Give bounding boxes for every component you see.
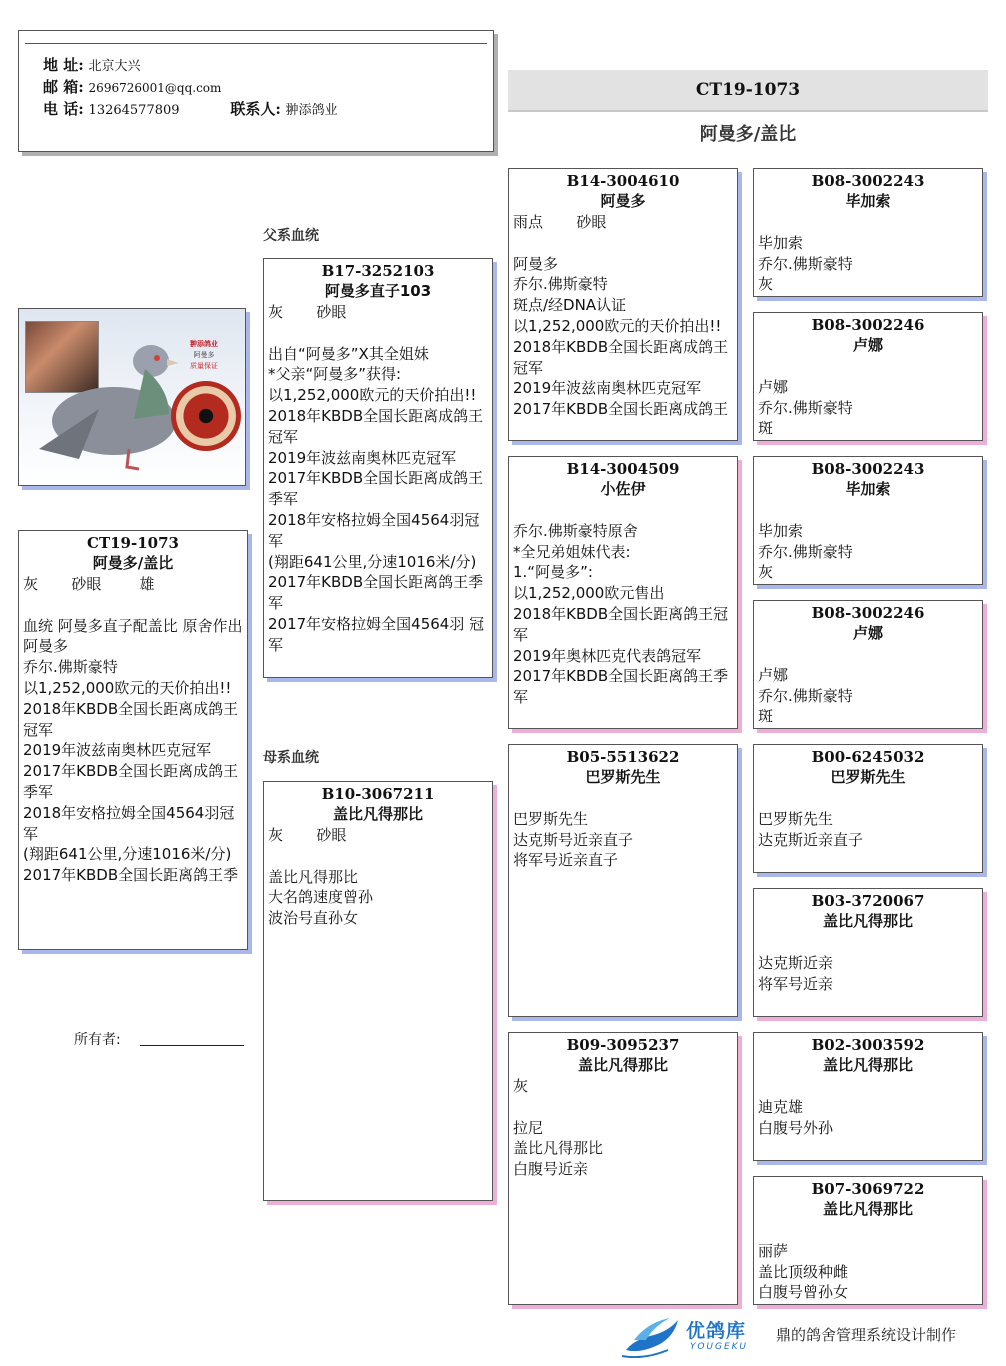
great-grandparent-card-8 [753, 1176, 983, 1305]
photo-sign-2: 阿曼多 [193, 351, 215, 359]
sire-attrs: 灰 砂眼 [268, 303, 347, 321]
ggp3-attrs [754, 500, 982, 521]
gp1-ring: B14-3004610 [566, 172, 680, 190]
phone-label: 电 话: [43, 100, 84, 118]
dam-name: 盖比凡得那比 [332, 805, 423, 823]
gp3-name: 巴罗斯先生 [585, 768, 661, 786]
dam-attrs: 灰 砂眼 [268, 826, 347, 844]
header-band [508, 70, 988, 110]
ggp8-notes: 丽萨 盖比顶级种雌 白腹号曾孙女 [758, 1241, 849, 1302]
ggp7-name: 盖比凡得那比 [822, 1056, 913, 1074]
sire-ring: B17-3252103 [321, 262, 435, 280]
photo-sign-3: 质量保证 [190, 362, 218, 370]
ggp6-notes: 达克斯近亲 将军号近亲 [758, 953, 834, 993]
ggp6-attrs [754, 932, 982, 953]
sire-card [263, 258, 493, 678]
grandparent-card-4 [508, 1032, 738, 1305]
ggp1-name: 毕加索 [845, 192, 891, 210]
header-name: 阿曼多/盖比 [699, 124, 797, 145]
ggp2-attrs [754, 356, 982, 377]
gp2-notes: 乔尔.佛斯豪特原舍 *全兄弟姐妹代表: 1.“阿曼多”: 以1,252,000欧元售出 2018年KBDB全国长距离鸽王冠军 2019年奥林匹克代表鸽冠军 2017年KBDB全国长距离鸽王季军 [513, 521, 729, 707]
ggp5-ring: B00-6245032 [811, 748, 925, 766]
great-grandparent-card-6 [753, 888, 983, 1017]
ggp7-notes: 迪克雄 白腹号外孙 [758, 1097, 834, 1137]
gp1-name: 阿曼多 [600, 192, 646, 210]
sire-line-label: 父系血统 [263, 228, 319, 244]
eye-closeup [171, 381, 241, 451]
gp2-ring: B14-3004509 [566, 460, 680, 478]
ggp5-name: 巴罗斯先生 [830, 768, 906, 786]
gp4-name: 盖比凡得那比 [577, 1056, 668, 1074]
ggp2-name: 卢娜 [852, 336, 883, 354]
contact-name: 翀添鸽业 [285, 103, 338, 118]
grandparent-card-1 [508, 168, 738, 441]
gp1-notes: 阿曼多 乔尔.佛斯豪特 斑点/经DNA认证 以1,252,000欧元的天价拍出!! 2018年KBDB全国长距离成鸽王冠军 2019年波兹南奥林匹克冠军 2017年KBDB全国长距离成鸽王 [513, 254, 729, 419]
subject-attrs: 灰 砂眼 雄 [23, 575, 155, 593]
gp4-attrs: 灰 [513, 1077, 529, 1095]
ggp7-attrs [754, 1076, 982, 1097]
brand-en: YOUGEKU [690, 1342, 749, 1352]
great-grandparent-card-2 [753, 312, 983, 441]
great-grandparent-card-1 [753, 168, 983, 297]
dam-notes: 盖比凡得那比 大名鸽速度曾孙 波治号直孙女 [268, 867, 374, 928]
header-ring: CT19-1073 [695, 80, 801, 100]
dam-ring: B10-3067211 [321, 785, 435, 803]
dam-card [263, 781, 493, 1201]
contact-divider [25, 43, 487, 44]
gp2-name: 小佐伊 [600, 480, 646, 498]
subject-ring: CT19-1073 [87, 534, 179, 552]
ggp5-notes: 巴罗斯先生 达克斯近亲直子 [758, 809, 864, 849]
address-label: 地 址: [43, 56, 84, 74]
address-value: 北京大兴 [88, 59, 141, 74]
ggp3-notes: 毕加索 乔尔.佛斯豪特 灰 [758, 521, 853, 582]
gp3-notes: 巴罗斯先生 达克斯号近亲直子 将军号近亲直子 [513, 809, 634, 870]
ggp8-name: 盖比凡得那比 [822, 1200, 913, 1218]
brand-logo-icon [620, 1314, 682, 1358]
sire-notes: 出自“阿曼多”X其全姐妹 *父亲“阿曼多”获得: 以1,252,000欧元的天价拍出!! 2018年KBDB全国长距离成鸽王冠军 2019年波兹南奥林匹克冠军 2017年KBDB全国长距离成鸽王季军 2018年安格拉姆全国4564羽冠军 (翔距641公里,分速1016米/分) 2017年KBDB全国长距离鸽王季军 2017年安格拉姆全国4564羽 冠军 [268, 344, 485, 654]
ggp4-attrs [754, 644, 982, 665]
contact-label: 联系人: [230, 100, 281, 118]
ggp1-ring: B08-3002243 [811, 172, 925, 190]
gp1-attrs: 雨点 砂眼 [513, 213, 607, 231]
ggp4-notes: 卢娜 乔尔.佛斯豪特 斑 [758, 665, 853, 726]
email-value[interactable]: 2696726001@qq.com [88, 81, 222, 95]
ggp6-ring: B03-3720067 [811, 892, 925, 910]
great-grandparent-card-4 [753, 600, 983, 729]
grandparent-card-2 [508, 456, 738, 729]
brand-name: 优鸽库 [686, 1320, 747, 1342]
contact-box [18, 30, 494, 152]
gp4-notes: 拉尼 盖比凡得那比 白腹号近亲 [513, 1118, 604, 1179]
ggp2-notes: 卢娜 乔尔.佛斯豪特 斑 [758, 377, 853, 438]
gp4-ring: B09-3095237 [566, 1036, 680, 1054]
subject-notes: 血统 阿曼多直子配盖比 原舍作出 阿曼多 乔尔.佛斯豪特 以1,252,000欧元的天价拍出!! 2018年KBDB全国长距离成鸽王冠军 2019年波兹南奥林匹克冠军 2017年KBDB全国长距离成鸽王季军 2018年安格拉姆全国4564羽冠军 (翔距641公里,分速1016米/分) 2017年KBDB全国长距离鸽王季 [23, 616, 243, 885]
gp3-ring: B05-5513622 [566, 748, 680, 766]
ggp3-ring: B08-3002243 [811, 460, 925, 478]
grandparent-card-3 [508, 744, 738, 1017]
ggp2-ring: B08-3002246 [811, 316, 925, 334]
email-label: 邮 箱: [43, 78, 84, 96]
subject-card [18, 530, 248, 950]
owner-label: 所有者: [74, 1032, 121, 1048]
pigeon-photo [18, 308, 246, 486]
great-grandparent-card-7 [753, 1032, 983, 1161]
owner-line[interactable] [140, 1045, 244, 1046]
great-grandparent-card-3 [753, 456, 983, 585]
ggp4-name: 卢娜 [852, 624, 883, 642]
great-grandparent-card-5 [753, 744, 983, 873]
ggp1-attrs [754, 212, 982, 233]
dam-line-label: 母系血统 [263, 750, 319, 766]
ggp4-ring: B08-3002246 [811, 604, 925, 622]
ggp8-attrs [754, 1220, 982, 1241]
sire-name: 阿曼多直子103 [324, 282, 432, 300]
ggp8-ring: B07-3069722 [811, 1180, 925, 1198]
subject-name: 阿曼多/盖比 [92, 554, 174, 572]
phone-value: 13264577809 [88, 103, 180, 118]
ggp3-name: 毕加索 [845, 480, 891, 498]
ggp5-attrs [754, 788, 982, 809]
photo-sign-1: 翀添鸽业 [190, 340, 218, 348]
ggp1-notes: 毕加索 乔尔.佛斯豪特 灰 [758, 233, 853, 294]
footer-credit: 鼎的鸽舍管理系统设计制作 [776, 1326, 957, 1344]
ggp6-name: 盖比凡得那比 [822, 912, 913, 930]
footer [620, 1314, 1000, 1360]
ggp7-ring: B02-3003592 [811, 1036, 925, 1054]
